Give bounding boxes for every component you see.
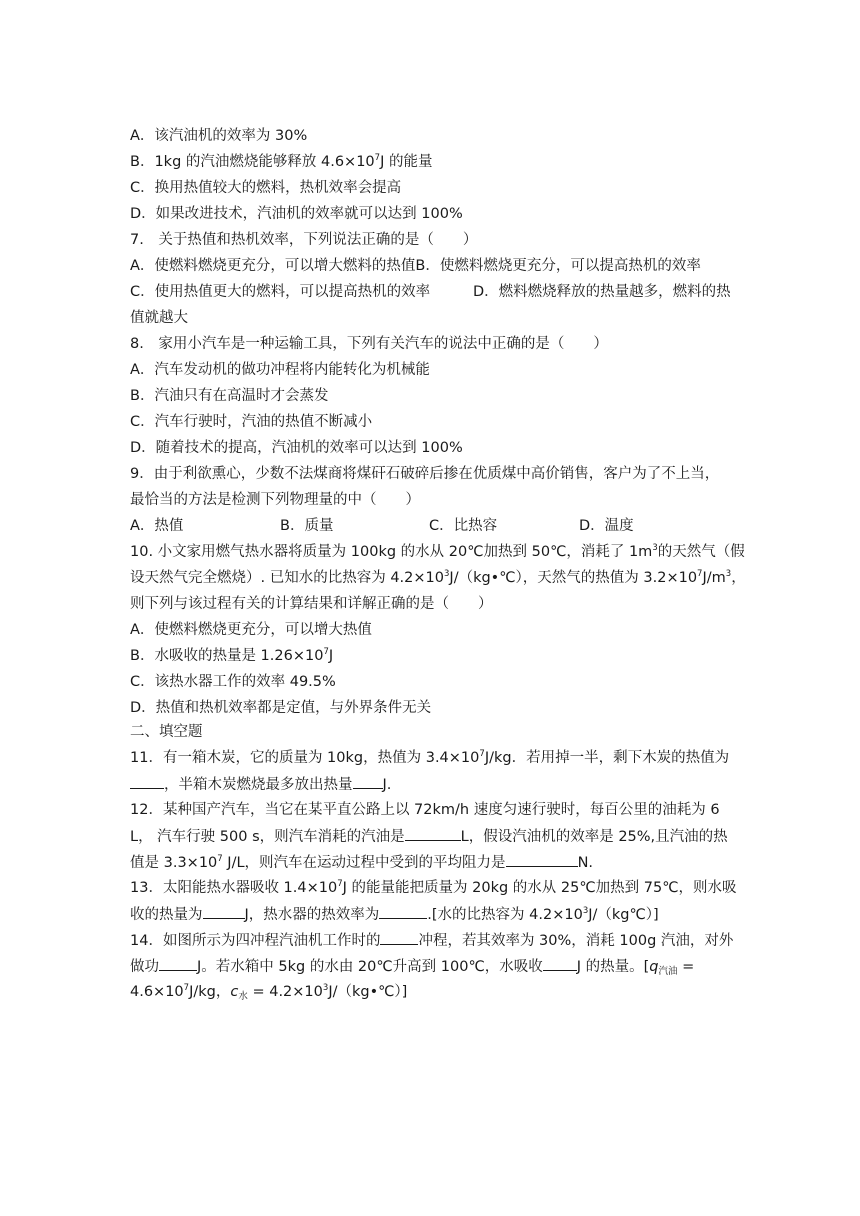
q8-option-d [130, 438, 730, 458]
q10-stem-line1 [130, 542, 745, 562]
q14-line2-bracket: J 的热量。[ [576, 959, 650, 975]
q10-option-a [130, 620, 730, 640]
q10-heat-value-unit-exponent: 3 [725, 569, 732, 579]
q9-option-b: B．质量 [280, 518, 334, 534]
q12-line2-text: L， 汽车行驶 500 s，则汽车消耗的汽油是 [130, 829, 405, 845]
q6-option-a-text: A．该汽油机的效率为 30% [130, 128, 308, 144]
q14-blank-2[interactable] [159, 956, 197, 971]
q8-stem-text: 8. 家用小汽车是一种运输工具，下列有关汽车的说法中正确的是（ ） [130, 336, 608, 352]
q9-stem-line2-text: 最恰当的方法是检测下列物理量的中（ ） [130, 492, 420, 508]
q10-stem-line1-tail: 的天然气（假 [657, 544, 745, 560]
q14-line2-mid: J。若水箱中 5kg 的水由 20℃升高到 100℃，水吸收 [197, 959, 543, 975]
q7-stem [130, 230, 730, 250]
q6-option-c-text: C．换用热值较大的燃料，热机效率会提高 [130, 180, 402, 196]
q10-stem-line1-text: 10. 小文家用燃气热水器将质量为 100kg 的水从 20℃加热到 50℃，消耗了 1m [130, 544, 653, 560]
q10-option-d [130, 698, 730, 718]
q12-blank-2[interactable] [506, 852, 578, 867]
q7-option-a: A．使燃料燃烧更充分，可以增大燃料的热值 [130, 258, 416, 274]
q12-line2 [130, 826, 730, 847]
section-heading-fill-in [130, 722, 730, 742]
q7-option-d-continued-text: 值就越大 [130, 310, 188, 326]
q14-equals-sign: = [677, 959, 695, 975]
q9-stem-line1-text: 9．由于利欲熏心，少数不法煤商将煤矸石破碎后掺在优质煤中高价销售，客户为了不上当， [130, 466, 720, 482]
q6-option-d-text: D．如果改进技术，汽油机的效率就可以达到 100% [130, 206, 463, 222]
q10-heat-value-exponent: 7 [697, 569, 703, 579]
q7-option-d-continued [130, 308, 730, 328]
q10-option-b [130, 646, 730, 666]
q10-volume-exponent: 3 [652, 543, 658, 553]
q13-line2-constant: .[水的比热容为 4.2×10 [427, 907, 583, 923]
q10-specific-heat-exponent: 3 [444, 569, 450, 579]
q8-option-a [130, 360, 730, 380]
q13-line1 [130, 878, 737, 898]
q13-line1-tail: J 的能量能把质量为 20kg 的水从 25℃加热到 75℃，则水吸 [342, 880, 737, 896]
q14-blank-1[interactable] [380, 930, 418, 945]
q10-option-b-unit: J [328, 648, 334, 664]
q13-line2 [130, 904, 730, 925]
q12-line3-text: 值是 3.3×10 [130, 855, 218, 871]
q11-line2 [130, 774, 730, 795]
q7-option-d: D．燃料燃烧释放的热量越多，燃料的热 [473, 284, 731, 300]
q10-option-c-text: C．该热水器工作的效率 49.5% [130, 674, 336, 690]
q13-line2-text: 收的热量为 [130, 907, 203, 923]
q14-line3 [130, 982, 730, 1002]
q13-specific-heat-exponent: 3 [582, 906, 589, 916]
q8-option-b [130, 386, 730, 406]
q8-option-c [130, 412, 730, 432]
q11-blank-1[interactable] [130, 774, 164, 789]
q14-symbol-c: c [230, 984, 239, 1000]
q14-symbol-q-subscript: 汽油 [658, 966, 678, 977]
q12-line1 [130, 800, 730, 820]
q14-blank-3[interactable] [543, 956, 577, 971]
q14-specific-heat-unit: J/（kg•℃）] [328, 984, 408, 1000]
q11-line1-tail: J/kg．若用掉一半，剩下木炭的热值为 [484, 750, 730, 766]
q6-option-b-text: B．1kg 的汽油燃烧能够释放 4.6×10 [130, 154, 375, 170]
q9-stem-line1 [130, 464, 730, 484]
q12-blank-1[interactable] [405, 826, 461, 841]
q10-stem-line3-text: 则下列与该过程有关的计算结果和详解正确的是（ ） [130, 596, 493, 612]
q11-exponent: 7 [479, 749, 485, 759]
q12-line3 [130, 852, 730, 873]
q13-blank-2[interactable] [379, 904, 427, 919]
q10-option-b-text: B．水吸收的热量是 1.26×10 [130, 648, 324, 664]
section-heading-text: 二、填空题 [130, 724, 203, 740]
q10-option-c [130, 672, 730, 692]
q12-line1-text: 12．某种国产汽车，当它在某平直公路上以 72km/h 速度匀速行驶时，每百公里的油耗为 6 [130, 802, 720, 818]
q11-line2-text: ，半箱木炭燃烧最多放出热量 [164, 777, 353, 793]
q10-heat-value-unit: J/m [702, 570, 726, 586]
q12-exponent: 7 [217, 854, 223, 864]
q10-option-b-exponent: 7 [323, 647, 329, 657]
q13-line1-text: 13．太阳能热水器吸收 1.4×10 [130, 880, 338, 896]
q11-line2-unit: J. [382, 777, 392, 793]
q8-stem [130, 334, 730, 354]
q8-option-a-text: A．汽车发动机的做功冲程将内能转化为机械能 [130, 362, 430, 378]
q14-line1-text: 14．如图所示为四冲程汽油机工作时的 [130, 933, 381, 949]
q10-option-a-text: A．使燃料燃烧更充分，可以增大热值 [130, 622, 372, 638]
q7-options-cd [130, 282, 730, 302]
q9-stem-line2 [130, 490, 730, 510]
q13-line2-unit: J/（kg℃）] [588, 907, 659, 923]
q6-option-b-unit: J 的能量 [380, 154, 433, 170]
q11-line1 [130, 748, 730, 768]
q8-option-b-text: B．汽油只有在高温时才会蒸发 [130, 388, 329, 404]
q14-line2-text: 做功 [130, 959, 159, 975]
q10-option-d-text: D．热值和热机效率都是定值，与外界条件无关 [130, 700, 432, 716]
q10-stem-line3 [130, 594, 730, 614]
q10-stem-line2 [130, 568, 746, 588]
q6-option-c [130, 178, 730, 198]
q14-line3-text: 4.6×10 [130, 984, 184, 1000]
q7-options-ab [130, 256, 730, 276]
q14-line2 [130, 956, 730, 977]
q6-option-b [130, 152, 730, 172]
q13-exponent: 7 [337, 879, 343, 889]
q6-option-d [130, 204, 730, 224]
q12-line3-mid: J/L，则汽车在运动过程中受到的平均阻力是 [222, 855, 506, 871]
q6-option-a [130, 126, 730, 146]
q14-specific-heat-value: = 4.2×10 [247, 984, 323, 1000]
q13-line2-mid: J，热水器的热效率为 [244, 907, 380, 923]
q10-stem-line2-text: 设天然气完全燃烧）. 已知水的比热容为 4.2×10 [130, 570, 444, 586]
q14-symbol-c-subscript: 水 [238, 991, 248, 1002]
q14-heat-value-unit: J/kg， [189, 984, 231, 1000]
q10-stem-line2-mid: J/（kg•℃），天然气的热值为 3.2×10 [449, 570, 698, 586]
q12-line3-unit: N. [577, 855, 594, 871]
q6-option-b-exponent: 7 [374, 153, 381, 163]
q11-blank-2[interactable] [353, 774, 383, 789]
q7-option-c: C．使用热值更大的燃料，可以提高热机的效率 [130, 284, 431, 300]
q14-specific-heat-exponent: 3 [322, 983, 329, 993]
q11-line1-text: 11．有一箱木炭，它的质量为 10kg，热值为 3.4×10 [130, 750, 480, 766]
q8-option-c-text: C．汽车行驶时，汽油的热值不断减小 [130, 414, 373, 430]
q14-symbol-q: q [649, 959, 659, 975]
q8-option-d-text: D．随着技术的提高，汽油机的效率可以达到 100% [130, 440, 463, 456]
q7-option-b: B．使燃料燃烧更充分，可以提高热机的效率 [415, 258, 701, 274]
q7-stem-text: 7. 关于热值和热机效率，下列说法正确的是（ ） [130, 232, 478, 248]
q9-option-d: D．温度 [579, 518, 634, 534]
q14-line1 [130, 930, 734, 951]
q9-option-c: C．比热容 [429, 518, 498, 534]
q10-stem-line2-tail: ， [731, 570, 746, 586]
q14-line1-tail: 冲程，若其效率为 30%，消耗 100g 汽油，对外 [418, 933, 734, 949]
q12-line2-tail: L，假设汽油机的效率是 25%,且汽油的热 [460, 829, 728, 845]
q14-heat-value-exponent: 7 [183, 983, 190, 993]
q9-option-a: A．热值 [130, 518, 184, 534]
q13-blank-1[interactable] [203, 904, 245, 919]
